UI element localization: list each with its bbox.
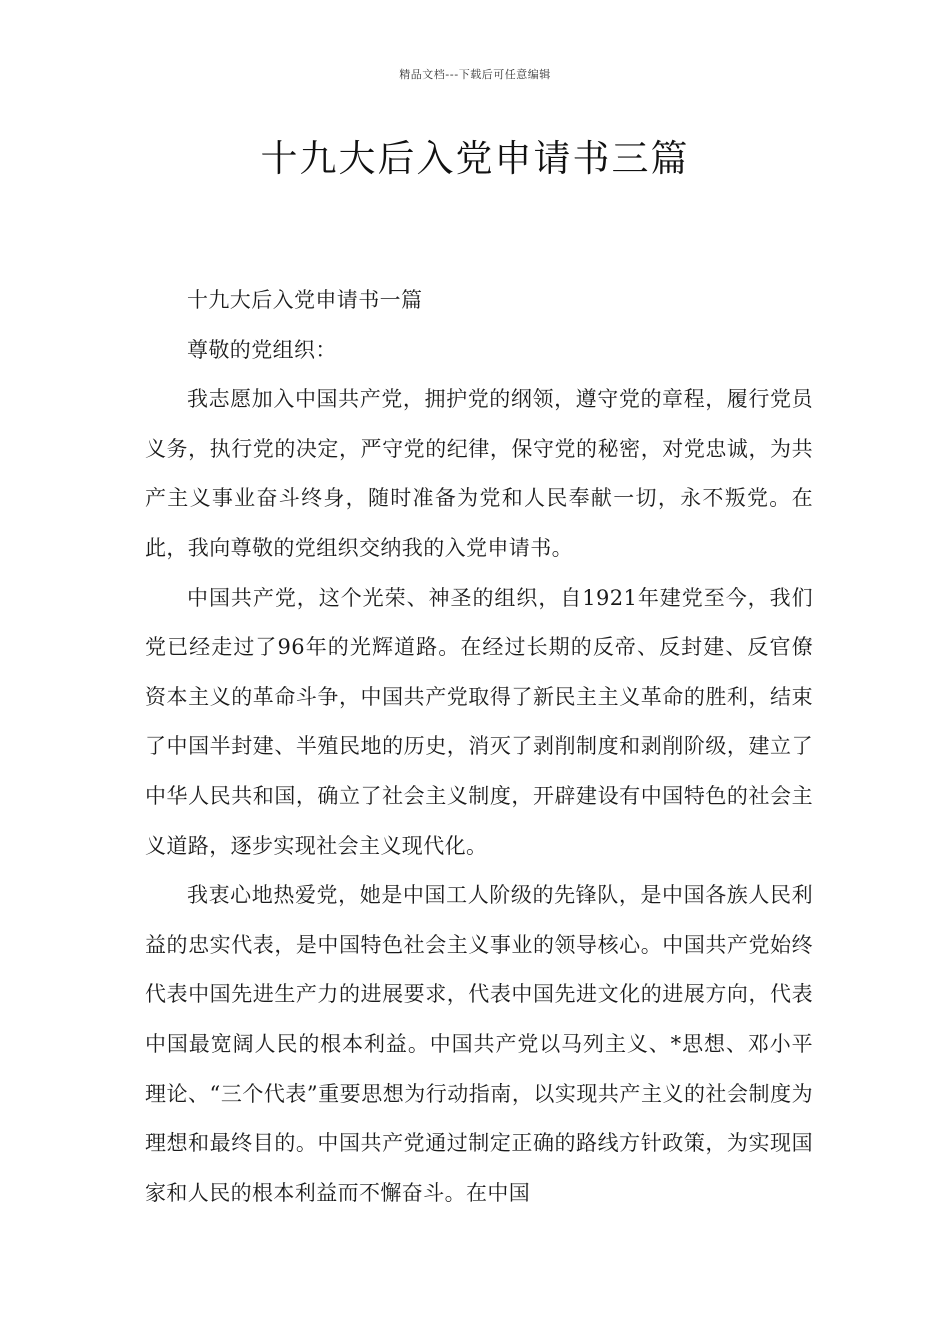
body-paragraph: 我衷心地热爱党，她是中国工人阶级的先锋队，是中国各族人民利益的忠实代表，是中国特色社会主义事业的领导核心。中国共产党始终代表中国先进生产力的进展要求，代表中国先进文化的进展方向，代表中国最宽阔人民的根本利益。中国共产党以马列主义、*思想、邓小平理论、“三个代表”重要思想为行动指南，以实现共产主义的社会制度为理想和最终目的。中国共产党通过制定正确的路线方针政策，为实现国家和人民的根本利益而不懈奋斗。在中国 xyxy=(145,883,813,1205)
body-paragraph: 中国共产党，这个光荣、神圣的组织，自1921年建党至今，我们党已经走过了96年的光辉道路。在经过长期的反帝、反封建、反官僚资本主义的革命斗争，中国共产党取得了新民主主义革命的胜利，结束了中国半封建、半殖民地的历史，消灭了剥削制度和剥削阶级，建立了中华人民共和国，确立了社会主义制度，开辟建设有中国特色的社会主义道路，逐步实现社会主义现代化。 xyxy=(145,585,813,858)
section-heading: 十九大后入党申请书一篇 xyxy=(187,288,423,312)
document-title: 十九大后入党申请书三篇 xyxy=(260,137,690,180)
salutation: 尊敬的党组织： xyxy=(187,337,337,362)
body-paragraph: 我志愿加入中国共产党，拥护党的纲领，遵守党的章程，履行党员义务，执行党的决定，严守党的纪律，保守党的秘密，对党忠诚，为共产主义事业奋斗终身，随时准备为党和人民奉献一切，永不叛党。在此，我向尊敬的党组织交纳我的入党申请书。 xyxy=(145,387,813,560)
document-body xyxy=(145,276,813,1218)
header-watermark: 精品文档---下载后可任意编辑 xyxy=(399,68,551,81)
